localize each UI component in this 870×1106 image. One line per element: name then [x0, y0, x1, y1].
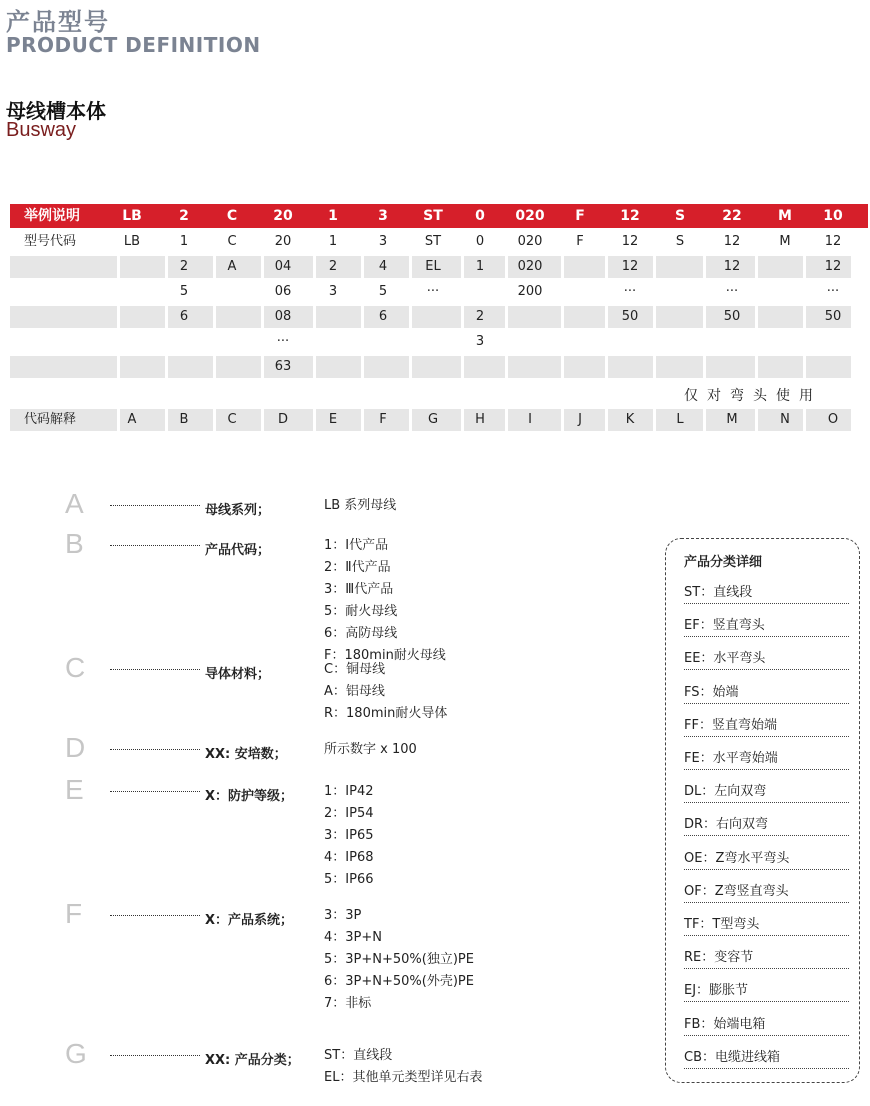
table-cell — [210, 355, 254, 379]
table-cell: LB — [123, 234, 141, 249]
legend-leader-dots — [110, 749, 200, 750]
table-cell: 1 — [475, 259, 485, 274]
table-cell: 50 — [723, 309, 741, 324]
table-cell: A — [227, 259, 237, 274]
legend-values — [324, 781, 374, 891]
legend-values — [324, 495, 396, 517]
table-cell — [406, 305, 460, 329]
table-cell: ··· — [623, 284, 637, 299]
table-cell: LB — [122, 208, 142, 224]
example-header-row — [10, 204, 868, 228]
table-cell: 06 — [274, 284, 292, 299]
table-cell: M — [778, 208, 792, 224]
table-cell — [406, 355, 460, 379]
category-item: FB：始端电箱 — [684, 1015, 849, 1036]
table-cell: 1 — [328, 208, 338, 224]
category-item: FS：始端 — [684, 683, 849, 704]
category-item: EF：竖直弯头 — [684, 616, 849, 637]
table-cell: 5 — [378, 284, 388, 299]
legend-value: 1：Ⅰ代产品 — [324, 538, 389, 553]
table-cell — [763, 280, 807, 304]
table-cell: 1 — [179, 234, 189, 249]
category-item: EJ：膨胀节 — [684, 981, 849, 1002]
table-cell — [110, 280, 154, 304]
table-cell — [811, 355, 855, 379]
table-cell — [658, 330, 702, 354]
table-cell: S — [674, 208, 686, 224]
table-row — [10, 255, 868, 279]
table-cell: F — [575, 208, 585, 224]
table-cell — [560, 255, 600, 279]
table-cell — [110, 330, 154, 354]
table-cell — [210, 280, 254, 304]
table-cell: 12 — [621, 234, 639, 249]
table-cell — [707, 330, 757, 354]
table-cell: 12 — [824, 234, 842, 249]
table-cell: 2 — [179, 259, 189, 274]
code-label: 型号代码 — [24, 234, 77, 249]
table-cell: 5 — [179, 284, 189, 299]
table-row — [10, 355, 868, 379]
table-cell — [560, 280, 600, 304]
table-cell: J — [578, 412, 582, 427]
table-cell: L — [676, 412, 684, 427]
table-cell: S — [675, 234, 685, 249]
table-cell: ST — [423, 208, 443, 224]
table-cell — [503, 330, 557, 354]
table-cell: 63 — [274, 359, 292, 374]
table-cell — [763, 255, 807, 279]
legend-letter: A — [65, 488, 84, 519]
table-cell: C — [227, 412, 237, 427]
table-cell: 10 — [823, 208, 843, 224]
table-cell: B — [179, 412, 189, 427]
legend-value: 2：IP54 — [324, 806, 374, 821]
category-item: OF：Z弯竖直弯头 — [684, 882, 849, 903]
legend-value: 5：3P+N+50%(独立)PE — [324, 952, 474, 967]
table-cell: 3 — [328, 284, 338, 299]
table-cell — [361, 355, 405, 379]
table-cell — [658, 280, 702, 304]
table-cell — [658, 255, 702, 279]
table-cell: C — [227, 234, 237, 249]
table-cell — [162, 330, 206, 354]
table-cell — [311, 355, 355, 379]
legend-field-name: 导体材料； — [205, 667, 271, 682]
subtitle-cn: 母线槽本体 — [6, 99, 106, 123]
table-cell: 20 — [274, 234, 292, 249]
table-cell: O — [827, 412, 839, 427]
table-cell — [608, 355, 652, 379]
table-cell — [406, 330, 460, 354]
table-cell — [763, 305, 807, 329]
table-cell: 12 — [723, 259, 741, 274]
legend-value: A：铝母线 — [324, 684, 385, 699]
legend-values — [324, 1045, 482, 1089]
table-cell: 50 — [621, 309, 639, 324]
table-cell: 2 — [328, 259, 338, 274]
subtitle-en: Busway — [6, 119, 77, 141]
table-cell: 3 — [475, 334, 485, 349]
table-cell — [763, 355, 807, 379]
table-cell — [162, 355, 206, 379]
table-cell: G — [427, 412, 439, 427]
table-row — [10, 280, 868, 304]
legend-letter: G — [65, 1038, 87, 1069]
title-cn: 产品型号 — [6, 8, 110, 36]
only-bend-note: 仅对弯头使用 — [684, 388, 822, 404]
table-cell: A — [127, 412, 137, 427]
table-row — [10, 230, 868, 254]
category-item: EE：水平弯头 — [684, 649, 849, 670]
legend-leader-dots — [110, 669, 200, 670]
table-cell: I — [528, 412, 532, 427]
legend-field-name: 母线系列； — [205, 503, 271, 518]
table-cell: N — [780, 412, 790, 427]
legend-letter: F — [65, 898, 83, 929]
table-cell: F — [576, 234, 584, 249]
legend-value: 4：3P+N — [324, 930, 382, 945]
table-cell — [110, 255, 154, 279]
legend-value: C：铜母线 — [324, 662, 386, 677]
legend-leader-dots — [110, 545, 200, 546]
table-cell: C — [226, 208, 238, 224]
legend-field-name: 产品代码； — [205, 543, 271, 558]
legend-values — [324, 905, 474, 1015]
table-cell: 3 — [378, 234, 388, 249]
category-item: DR：右向双弯 — [684, 815, 849, 836]
legend-letter: B — [65, 528, 84, 559]
legend-value: 3：IP65 — [324, 828, 374, 843]
table-cell — [210, 305, 254, 329]
legend-value: 3：3P — [324, 908, 362, 923]
table-cell: H — [475, 412, 485, 427]
legend-values — [324, 659, 447, 725]
legend-value: 7：非标 — [324, 996, 372, 1011]
table-cell — [560, 330, 600, 354]
table-cell — [110, 305, 154, 329]
table-cell — [560, 355, 600, 379]
legend-value: ST：直线段 — [324, 1048, 393, 1063]
table-cell: 2 — [179, 208, 189, 224]
category-item: CB：电缆进线箱 — [684, 1048, 849, 1069]
table-cell: 3 — [378, 208, 388, 224]
table-cell — [361, 330, 405, 354]
table-cell: 12 — [621, 259, 639, 274]
legend-value: 3：Ⅲ代产品 — [324, 582, 394, 597]
table-cell — [707, 355, 757, 379]
legend-value: R：180min耐火导体 — [324, 706, 448, 721]
legend-leader-dots — [110, 1055, 200, 1056]
table-cell: ··· — [725, 284, 739, 299]
legend-value: EL：其他单元类型详见右表 — [324, 1070, 483, 1085]
table-cell: 200 — [517, 284, 543, 299]
table-cell — [811, 330, 855, 354]
table-cell: 4 — [378, 259, 388, 274]
table-cell — [460, 280, 500, 304]
explain-row — [10, 408, 868, 432]
explain-label: 代码解释 — [24, 412, 77, 427]
table-cell — [658, 355, 702, 379]
table-cell: 020 — [517, 259, 543, 274]
table-cell: 举例说明 — [24, 208, 80, 224]
table-cell — [503, 355, 557, 379]
table-cell — [560, 305, 600, 329]
table-cell — [210, 330, 254, 354]
table-cell: 0 — [475, 234, 485, 249]
legend-value: F：180min耐火母线 — [324, 648, 446, 663]
table-cell: F — [379, 412, 387, 427]
legend-value: 2：Ⅱ代产品 — [324, 560, 391, 575]
legend-value: 4：IP68 — [324, 850, 374, 865]
table-cell: 0 — [475, 208, 485, 224]
table-row — [10, 330, 868, 354]
table-cell: 04 — [274, 259, 292, 274]
legend-field-name: XX: 产品分类； — [205, 1053, 300, 1068]
legend-value: 6：高防母线 — [324, 626, 398, 641]
category-item: FE：水平弯始端 — [684, 749, 849, 770]
table-cell — [311, 330, 355, 354]
category-item: RE：变容节 — [684, 948, 849, 969]
table-cell: ··· — [426, 284, 440, 299]
table-cell — [763, 330, 807, 354]
table-cell: 6 — [179, 309, 189, 324]
category-box — [665, 538, 860, 1083]
table-cell: 50 — [824, 309, 842, 324]
title-en: PRODUCT DEFINITION — [6, 33, 261, 57]
category-item: FF：竖直弯始端 — [684, 716, 849, 737]
legend-field-name: X：防护等级； — [205, 789, 294, 804]
category-title: 产品分类详细 — [684, 555, 763, 570]
table-cell: ··· — [826, 284, 840, 299]
legend-letter: D — [65, 732, 86, 763]
table-cell: 020 — [515, 208, 545, 224]
legend-letter: C — [65, 652, 86, 683]
table-cell: 12 — [620, 208, 640, 224]
legend-leader-dots — [110, 915, 200, 916]
table-cell: 12 — [723, 234, 741, 249]
legend-value: 5：耐火母线 — [324, 604, 398, 619]
table-cell: ST — [424, 234, 442, 249]
category-item: OE：Z弯水平弯头 — [684, 849, 849, 870]
legend-value: 1：IP42 — [324, 784, 374, 799]
table-cell: E — [328, 412, 338, 427]
table-cell: 08 — [274, 309, 292, 324]
table-cell: 22 — [722, 208, 742, 224]
legend-field-name: XX: 安培数； — [205, 747, 287, 762]
table-cell: 6 — [378, 309, 388, 324]
table-cell: ··· — [276, 334, 290, 349]
legend-value: 6：3P+N+50%(外壳)PE — [324, 974, 474, 989]
table-cell: M — [779, 234, 791, 249]
legend-value: 所示数字 x 100 — [324, 742, 417, 757]
category-item: ST：直线段 — [684, 583, 849, 604]
table-row — [10, 305, 868, 329]
legend-value: 5：IP66 — [324, 872, 374, 887]
legend-leader-dots — [110, 791, 200, 792]
table-cell: 1 — [328, 234, 338, 249]
table-cell — [460, 355, 500, 379]
table-cell: K — [625, 412, 635, 427]
table-cell — [658, 305, 702, 329]
table-cell: 12 — [824, 259, 842, 274]
table-cell — [503, 305, 557, 329]
category-item: TF：T型弯头 — [684, 915, 849, 936]
table-cell: EL — [425, 259, 441, 274]
table-cell — [608, 330, 652, 354]
legend-values — [324, 535, 446, 667]
legend-letter: E — [65, 774, 84, 805]
legend-values — [324, 739, 417, 761]
legend-leader-dots — [110, 505, 200, 506]
table-cell: 20 — [273, 208, 293, 224]
legend-value: LB 系列母线 — [324, 498, 397, 513]
table-cell: 2 — [475, 309, 485, 324]
table-cell: M — [726, 412, 738, 427]
table-cell: D — [277, 412, 288, 427]
table-cell — [311, 305, 355, 329]
category-item: DL：左向双弯 — [684, 782, 849, 803]
table-cell — [110, 355, 154, 379]
table-cell: 020 — [517, 234, 543, 249]
legend-field-name: X：产品系统； — [205, 913, 294, 928]
